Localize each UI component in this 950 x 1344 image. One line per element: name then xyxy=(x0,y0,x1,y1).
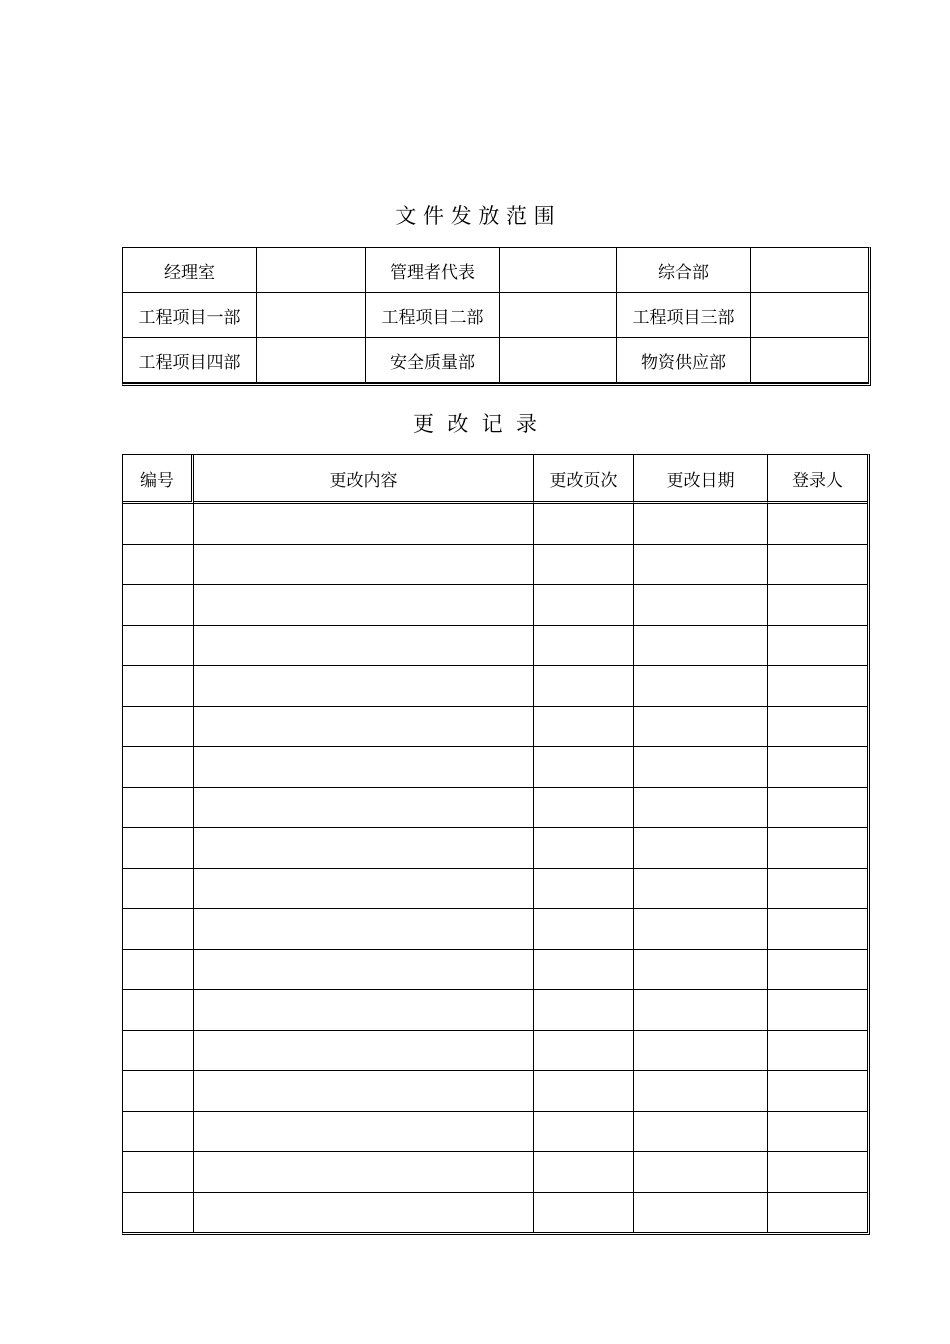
cell-change-content xyxy=(194,585,534,626)
change-record-table xyxy=(122,454,870,1235)
table-row xyxy=(123,585,867,626)
table-row xyxy=(123,869,867,910)
cell-change-page xyxy=(534,990,634,1031)
cell-recorder xyxy=(768,707,867,748)
department-label: 工程项目四部 xyxy=(123,338,257,383)
cell-change-page xyxy=(534,1152,634,1193)
cell-change-content xyxy=(194,909,534,950)
cell-number xyxy=(123,1031,194,1072)
cell-change-page xyxy=(534,1071,634,1112)
department-cell-blank xyxy=(257,248,366,293)
change-record-body xyxy=(123,504,867,1232)
cell-change-page xyxy=(534,707,634,748)
cell-recorder xyxy=(768,666,867,707)
cell-change-date xyxy=(634,707,768,748)
cell-change-page xyxy=(534,909,634,950)
header-change-content: 更改内容 xyxy=(194,455,534,504)
department-label: 经理室 xyxy=(123,248,257,293)
cell-number xyxy=(123,666,194,707)
table-row xyxy=(123,1152,867,1193)
cell-change-content xyxy=(194,1031,534,1072)
distribution-table xyxy=(122,247,871,386)
cell-change-page xyxy=(534,747,634,788)
cell-change-page xyxy=(534,950,634,991)
cell-change-date xyxy=(634,1193,768,1233)
table-row xyxy=(123,950,867,991)
department-label: 工程项目一部 xyxy=(123,293,257,338)
table-row xyxy=(123,707,867,748)
cell-change-date xyxy=(634,950,768,991)
cell-change-content xyxy=(194,666,534,707)
change-record-title: 更 改 记 录 xyxy=(412,412,538,436)
cell-change-date xyxy=(634,1031,768,1072)
cell-change-date xyxy=(634,909,768,950)
cell-change-date xyxy=(634,1071,768,1112)
table-row xyxy=(123,990,867,1031)
cell-number xyxy=(123,1112,194,1153)
department-cell-blank xyxy=(751,338,868,383)
cell-recorder xyxy=(768,950,867,991)
cell-number xyxy=(123,545,194,586)
cell-change-date xyxy=(634,545,768,586)
cell-change-page xyxy=(534,504,634,545)
cell-change-date xyxy=(634,788,768,829)
cell-number xyxy=(123,585,194,626)
department-cell-blank xyxy=(257,293,366,338)
department-cell-blank xyxy=(257,338,366,383)
cell-number xyxy=(123,1193,194,1233)
distribution-title: 文 件 发 放 范 围 xyxy=(395,204,555,228)
cell-recorder xyxy=(768,909,867,950)
cell-change-content xyxy=(194,1193,534,1233)
cell-recorder xyxy=(768,1112,867,1153)
cell-change-page xyxy=(534,828,634,869)
cell-recorder xyxy=(768,1152,867,1193)
cell-number xyxy=(123,828,194,869)
header-change-page: 更改页次 xyxy=(534,455,634,504)
table-row xyxy=(123,788,867,829)
cell-change-content xyxy=(194,1152,534,1193)
cell-change-content xyxy=(194,1112,534,1153)
cell-change-content xyxy=(194,869,534,910)
department-label: 综合部 xyxy=(617,248,751,293)
cell-recorder xyxy=(768,1193,867,1233)
distribution-row xyxy=(123,338,868,383)
cell-number xyxy=(123,1152,194,1193)
cell-number xyxy=(123,1071,194,1112)
cell-recorder xyxy=(768,747,867,788)
cell-change-page xyxy=(534,545,634,586)
cell-change-content xyxy=(194,707,534,748)
cell-number xyxy=(123,950,194,991)
cell-change-date xyxy=(634,666,768,707)
cell-change-page xyxy=(534,585,634,626)
cell-change-page xyxy=(534,1112,634,1153)
cell-change-date xyxy=(634,1112,768,1153)
cell-number xyxy=(123,626,194,667)
cell-recorder xyxy=(768,585,867,626)
department-label: 工程项目三部 xyxy=(617,293,751,338)
table-row xyxy=(123,1071,867,1112)
cell-recorder xyxy=(768,1031,867,1072)
table-row xyxy=(123,1112,867,1153)
cell-recorder xyxy=(768,1071,867,1112)
cell-change-content xyxy=(194,1071,534,1112)
cell-number xyxy=(123,788,194,829)
header-number: 编号 xyxy=(123,455,194,504)
header-recorder: 登录人 xyxy=(768,455,867,504)
department-label: 管理者代表 xyxy=(366,248,500,293)
cell-recorder xyxy=(768,545,867,586)
cell-recorder xyxy=(768,869,867,910)
table-row xyxy=(123,1031,867,1072)
cell-number xyxy=(123,747,194,788)
table-row xyxy=(123,828,867,869)
cell-change-date xyxy=(634,869,768,910)
header-change-date: 更改日期 xyxy=(634,455,768,504)
table-row xyxy=(123,504,867,545)
cell-number xyxy=(123,869,194,910)
cell-change-page xyxy=(534,788,634,829)
change-record-header-row xyxy=(123,455,867,504)
cell-change-content xyxy=(194,828,534,869)
cell-change-date xyxy=(634,504,768,545)
cell-change-content xyxy=(194,788,534,829)
cell-recorder xyxy=(768,828,867,869)
table-row xyxy=(123,626,867,667)
table-row xyxy=(123,909,867,950)
distribution-row xyxy=(123,293,868,338)
cell-change-content xyxy=(194,990,534,1031)
cell-number xyxy=(123,909,194,950)
cell-change-page xyxy=(534,666,634,707)
cell-change-date xyxy=(634,828,768,869)
cell-change-date xyxy=(634,747,768,788)
department-label: 安全质量部 xyxy=(366,338,500,383)
cell-recorder xyxy=(768,990,867,1031)
cell-change-content xyxy=(194,545,534,586)
cell-recorder xyxy=(768,504,867,545)
cell-number xyxy=(123,707,194,748)
department-label: 工程项目二部 xyxy=(366,293,500,338)
cell-recorder xyxy=(768,788,867,829)
cell-change-page xyxy=(534,1193,634,1233)
cell-change-date xyxy=(634,626,768,667)
cell-change-date xyxy=(634,1152,768,1193)
cell-recorder xyxy=(768,626,867,667)
cell-number xyxy=(123,504,194,545)
department-cell-blank xyxy=(500,338,617,383)
table-row xyxy=(123,666,867,707)
table-row xyxy=(123,545,867,586)
distribution-row xyxy=(123,248,868,293)
cell-change-date xyxy=(634,585,768,626)
table-row xyxy=(123,747,867,788)
department-cell-blank xyxy=(500,293,617,338)
department-label: 物资供应部 xyxy=(617,338,751,383)
department-cell-blank xyxy=(500,248,617,293)
cell-change-page xyxy=(534,626,634,667)
table-row xyxy=(123,1193,867,1233)
cell-number xyxy=(123,990,194,1031)
cell-change-date xyxy=(634,990,768,1031)
cell-change-content xyxy=(194,950,534,991)
cell-change-content xyxy=(194,747,534,788)
cell-change-page xyxy=(534,1031,634,1072)
department-cell-blank xyxy=(751,293,868,338)
cell-change-page xyxy=(534,869,634,910)
department-cell-blank xyxy=(751,248,868,293)
cell-change-content xyxy=(194,626,534,667)
cell-change-content xyxy=(194,504,534,545)
